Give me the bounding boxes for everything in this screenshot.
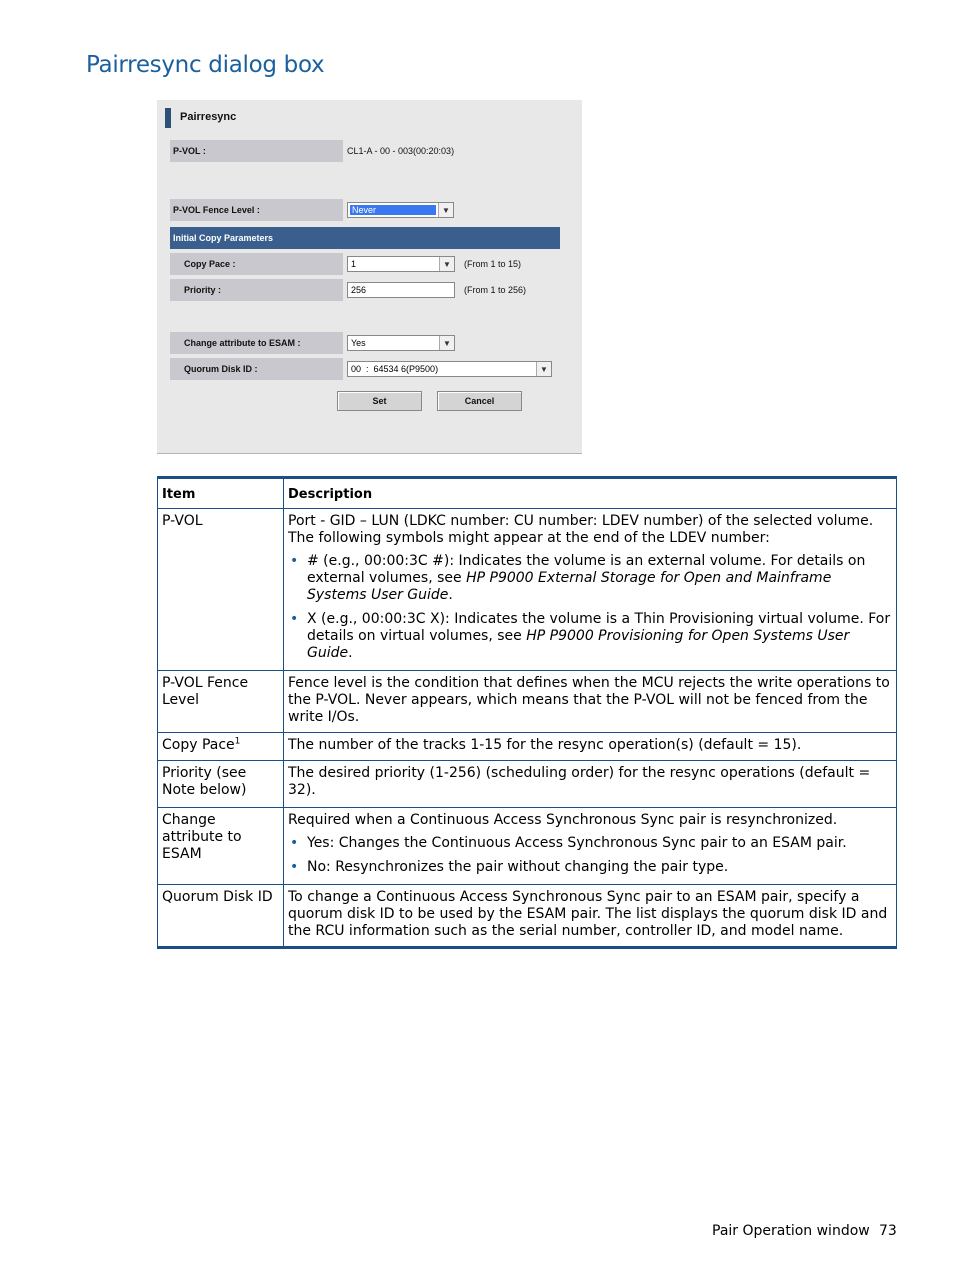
copy-pace-range: (From 1 to 15) bbox=[464, 259, 522, 269]
copy-pace-label: Copy Pace : bbox=[170, 253, 343, 275]
document-reference: HP P9000 Provisioning for Open Systems User Guide bbox=[307, 628, 850, 661]
table-row bbox=[158, 808, 897, 885]
table-row bbox=[158, 885, 897, 948]
row-description-text: Required when a Continuous Access Synchronous Sync pair is resynchronized. bbox=[288, 812, 838, 828]
fence-level-label: P-VOL Fence Level : bbox=[170, 199, 343, 221]
list-item: • X (e.g., 00:00:3C X): Indicates the volume is a Thin Provisioning virtual volume. For details on virtual volumes, see HP P9000 Provisioning for Open Systems User Guide. bbox=[307, 611, 892, 662]
footer-page-number: 73 bbox=[879, 1223, 897, 1239]
row-description: The number of the tracks 1-15 for the resync operation(s) (default = 15). bbox=[284, 733, 897, 761]
row-description bbox=[284, 808, 897, 885]
dialog-header-marker bbox=[165, 108, 171, 128]
pairresync-dialog bbox=[157, 100, 582, 454]
pvol-value: CL1-A - 00 - 003(00:20:03) bbox=[347, 146, 455, 156]
esam-value: Yes bbox=[351, 338, 366, 348]
chevron-down-icon[interactable]: ▼ bbox=[536, 362, 551, 376]
list-item: • # (e.g., 00:00:3C #): Indicates the volume is an external volume. For details on external volumes, see HP P9000 External Storage for Open and Mainframe Systems User Guide. bbox=[307, 553, 892, 604]
row-item: P-VOL Fence Level bbox=[158, 671, 284, 733]
column-header-item: Item bbox=[158, 478, 284, 509]
copy-pace-value: 1 bbox=[351, 259, 357, 269]
fence-level-select[interactable] bbox=[347, 202, 454, 218]
document-reference: HP P9000 External Storage for Open and Mainframe Systems User Guide bbox=[307, 570, 832, 603]
table-row bbox=[158, 761, 897, 808]
row-description bbox=[284, 509, 897, 671]
row-description: The desired priority (1-256) (scheduling order) for the resync operations (default = 32). bbox=[284, 761, 897, 808]
row-item bbox=[158, 733, 284, 761]
row-description: To change a Continuous Access Synchronous Sync pair to an ESAM pair, specify a quorum disk ID to be used by the ESAM pair. The list displays the quorum disk ID and the RCU information such as the serial number, controller ID, and model name. bbox=[284, 885, 897, 948]
table-row bbox=[158, 509, 897, 671]
table-row bbox=[158, 733, 897, 761]
list-item: • No: Resynchronizes the pair without changing the pair type. bbox=[307, 859, 892, 876]
esam-select[interactable] bbox=[347, 335, 455, 351]
quorum-disk-label: Quorum Disk ID : bbox=[170, 358, 343, 380]
list-item: • Yes: Changes the Continuous Access Synchronous Sync pair to an ESAM pair. bbox=[307, 835, 892, 852]
dialog-heading: Pairresync bbox=[180, 111, 237, 123]
page-title: Pairresync dialog box bbox=[86, 52, 325, 78]
table-header-row bbox=[158, 478, 897, 509]
table-row bbox=[158, 671, 897, 733]
fence-level-value: Never bbox=[350, 205, 436, 215]
pvol-label: P-VOL : bbox=[170, 140, 343, 162]
set-button[interactable]: Set bbox=[337, 391, 422, 411]
row-description-text: Port - GID – LUN (LDKC number: CU number: LDEV number) of the selected volume. The following symbols might appear at the end of the LDEV number: bbox=[288, 513, 874, 546]
quorum-disk-value: 00 : 64534 6(P9500) bbox=[351, 364, 439, 374]
bullet-text: X (e.g., 00:00:3C X): Indicates the volume is a Thin Provisioning virtual volume. For details on virtual volumes, see bbox=[307, 611, 891, 644]
footer-section-name: Pair Operation window bbox=[712, 1223, 870, 1239]
cancel-button[interactable]: Cancel bbox=[437, 391, 522, 411]
priority-input[interactable]: 256 bbox=[347, 282, 455, 298]
row-item: Change attribute to ESAM bbox=[158, 808, 284, 885]
row-item: P-VOL bbox=[158, 509, 284, 671]
chevron-down-icon[interactable]: ▼ bbox=[439, 257, 454, 271]
esam-label: Change attribute to ESAM : bbox=[170, 332, 343, 354]
bullet-text: # (e.g., 00:00:3C #): Indicates the volume is an external volume. For details on external volumes, see bbox=[307, 553, 866, 586]
row-description: Fence level is the condition that defines when the MCU rejects the write operations to the P-VOL. Never appears, which means that the P-VOL will not be fenced from the write I/Os. bbox=[284, 671, 897, 733]
copy-pace-select[interactable] bbox=[347, 256, 455, 272]
initial-copy-parameters-header: Initial Copy Parameters bbox=[170, 227, 560, 249]
priority-range: (From 1 to 256) bbox=[464, 285, 527, 295]
row-item: Priority (see Note below) bbox=[158, 761, 284, 808]
footnote-marker: 1 bbox=[234, 736, 241, 747]
priority-label: Priority : bbox=[170, 279, 343, 301]
item-description-table bbox=[157, 476, 897, 949]
column-header-description: Description bbox=[284, 478, 897, 509]
row-item-text: Copy Pace bbox=[162, 737, 235, 753]
chevron-down-icon[interactable]: ▼ bbox=[439, 336, 454, 350]
row-item: Quorum Disk ID bbox=[158, 885, 284, 948]
chevron-down-icon[interactable]: ▼ bbox=[438, 203, 453, 217]
quorum-disk-select[interactable] bbox=[347, 361, 552, 377]
